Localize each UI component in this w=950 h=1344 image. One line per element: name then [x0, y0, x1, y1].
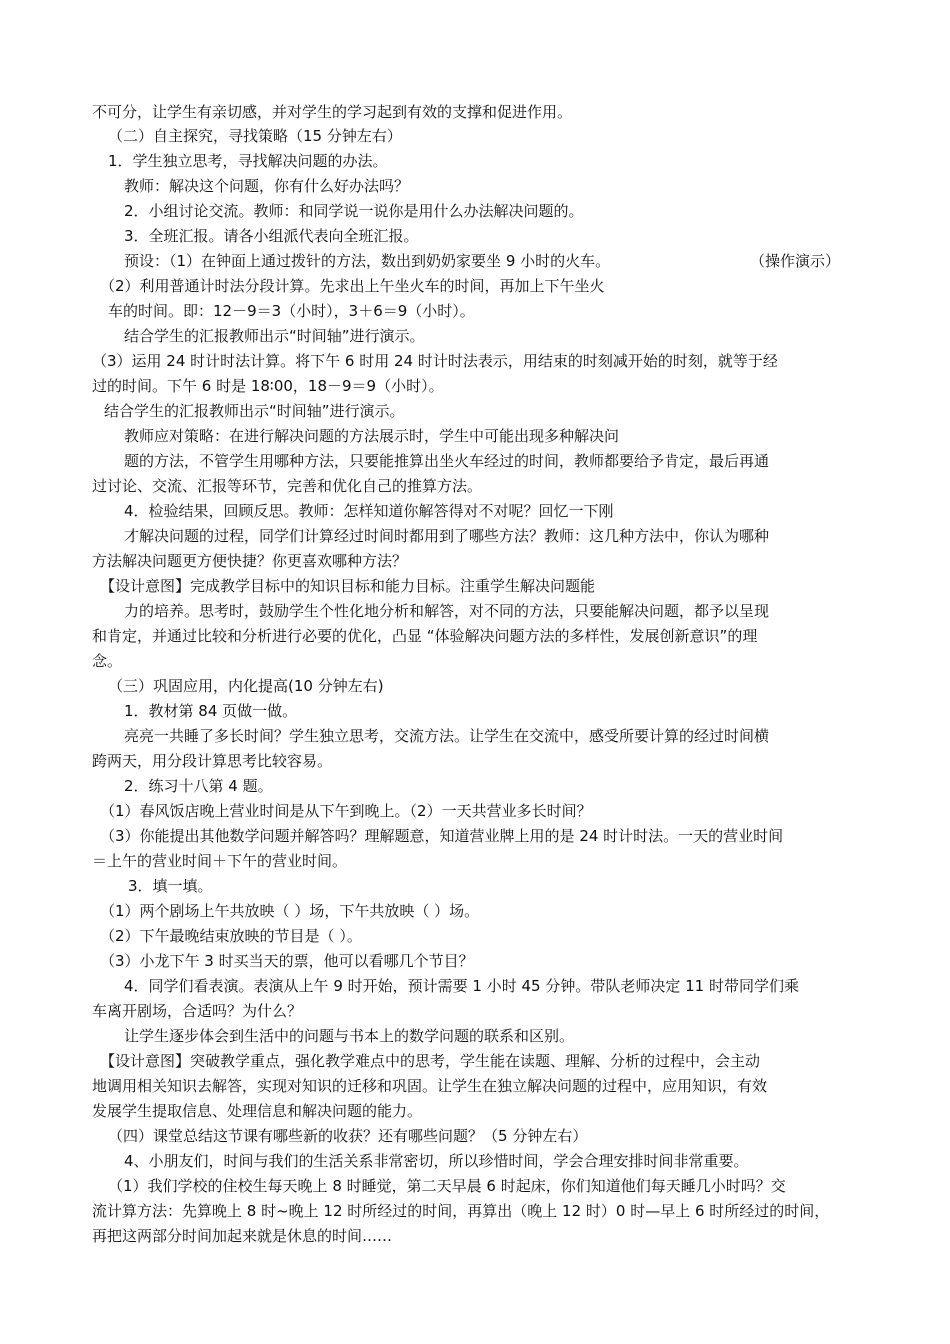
text-line: 让学生逐步体会到生活中的问题与书本上的数学问题的联系和区别。 [124, 1027, 575, 1045]
text-line: 亮亮一共睡了多长时间？学生独立思考，交流方法。让学生在交流中，感受所要计算的经过时间横 [124, 727, 770, 745]
text-line: （1）春风饭店晚上营业时间是从下午到晚上。（2）一天共营业多长时间？ [100, 802, 592, 820]
text-line: （3）你能提出其他数学问题并解答吗？理解题意，知道营业牌上用的是 24 时计时法。一天的营业时间 [100, 827, 784, 845]
text-line: ＝上午的营业时间＋下午的营业时间。 [92, 852, 348, 870]
text-line: 车的时间。即：12－9＝3（小时），3＋6＝9（小时）。 [108, 302, 475, 320]
text-line: 教师：解决这个问题，你有什么好办法吗？ [124, 177, 410, 195]
text-line: 4．同学们看表演。表演从上午 9 时开始，预计需要 1 小时 45 分钟。带队老师决定 11 时带同学们乘 [124, 977, 799, 995]
text-line: 4、小朋友们，时间与我们的生活关系非常密切，所以珍惜时间，学会合理安排时间非常重要。 [124, 1152, 749, 1170]
text-line: 发展学生提取信息、处理信息和解决问题的能力。 [92, 1102, 423, 1120]
text-line: 3．填一填。 [128, 877, 213, 895]
text-line: （2）利用普通计时法分段计算。先求出上午坐火车的时间，再加上下午坐火 [100, 277, 605, 295]
text-line: 结合学生的汇报教师出示“时间轴”进行演示。 [124, 327, 425, 345]
text-line: （3）小龙下午 3 时买当天的票，他可以看哪几个节目？ [100, 952, 474, 970]
text-line: 力的培养。思考时，鼓励学生个性化地分析和解答，对不同的方法，只要能解决问题，都予以呈现 [124, 602, 770, 620]
text-line: 2．小组讨论交流。教师：和同学说一说你是用什么办法解决问题的。 [124, 202, 584, 220]
text-line: 地调用相关知识去解答，实现对知识的迁移和巩固。让学生在独立解决问题的过程中，应用知识，有效 [92, 1077, 768, 1095]
text-line: 1．学生独立思考，寻找解决问题的办法。 [108, 152, 388, 170]
text-line: 流计算方法：先算晚上 8 时~晚上 12 时所经过的时间，再算出（晚上 12 时）0 时—早上 6 时所经过的时间， [92, 1202, 830, 1220]
design-intent: 【设计意图】完成教学目标中的知识目标和能力目标。注重学生解决问题能 [100, 577, 596, 595]
text-line: 念。 [92, 652, 123, 670]
text-line: 1．教材第 84 页做一做。 [124, 702, 298, 720]
section-heading: （三）巩固应用，内化提高(10 分钟左右) [108, 677, 384, 695]
text-line: 不可分，让学生有亲切感，并对学生的学习起到有效的支撑和促进作用。 [92, 103, 573, 121]
text-line: 预设：（1）在钟面上通过拨针的方法，数出到奶奶家要坐 9 小时的火车。 [124, 252, 611, 270]
text-line: 3．全班汇报。请各小组派代表向全班汇报。 [124, 227, 419, 245]
text-line: （1）两个剧场上午共放映（ ）场，下午共放映（ ）场。 [100, 902, 480, 920]
section-heading: （四）课堂总结这节课有哪些新的收获？还有哪些问题？（5 分钟左右） [108, 1127, 588, 1145]
text-line: （3）运用 24 时计时法计算。将下午 6 时用 24 时计时法表示，用结束的时刻减开始的时刻，就等于经 [92, 352, 778, 370]
text-line: 教师应对策略：在进行解决问题的方法展示时，学生中可能出现多种解决问 [124, 427, 620, 445]
text-line: 题的方法，不管学生用哪种方法，只要能推算出坐火车经过的时间，教师都要给予肯定，最后再通 [124, 452, 770, 470]
text-line: 结合学生的汇报教师出示“时间轴”进行演示。 [104, 402, 405, 420]
text-line: 车离开剧场，合适吗？为什么？ [92, 1002, 303, 1020]
text-line: 2．练习十八第 4 题。 [124, 777, 273, 795]
text-line: 跨两天，用分段计算思考比较容易。 [92, 752, 333, 770]
text-line: 才解决问题的过程，同学们计算经过时间时都用到了哪些方法？教师：这几种方法中，你认为哪种 [124, 527, 770, 545]
section-heading: （二）自主探究，寻找策略（15 分钟左右） [108, 127, 402, 145]
text-line: 方法解决问题更方便快捷？你更喜欢哪种方法？ [92, 552, 408, 570]
text-line: 4．检验结果，回顾反思。教师：怎样知道你解答得对不对呢？回忆一下刚 [124, 502, 614, 520]
text-line: 过讨论、交流、汇报等环节，完善和优化自己的推算方法。 [92, 477, 483, 495]
side-note: （操作演示） [750, 252, 841, 270]
design-intent: 【设计意图】突破教学重点，强化教学难点中的思考，学生能在读题、理解、分析的过程中，会主动 [100, 1052, 761, 1070]
text-line: 再把这两部分时间加起来就是休息的时间…… [92, 1227, 393, 1245]
text-line: 过的时间。下午 6 时是 18∶00，18－9＝9（小时）。 [92, 377, 444, 395]
text-line: （1）我们学校的住校生每天晚上 8 时睡觉，第二天早晨 6 时起床，你们知道他们每天睡几小时吗？交 [108, 1177, 786, 1195]
text-line: 和肯定，并通过比较和分析进行必要的优化，凸显 “体验解决问题方法的多样性，发展创新意识”的理 [92, 627, 758, 645]
text-line: （2）下午最晚结束放映的节目是（ ）。 [100, 927, 362, 945]
